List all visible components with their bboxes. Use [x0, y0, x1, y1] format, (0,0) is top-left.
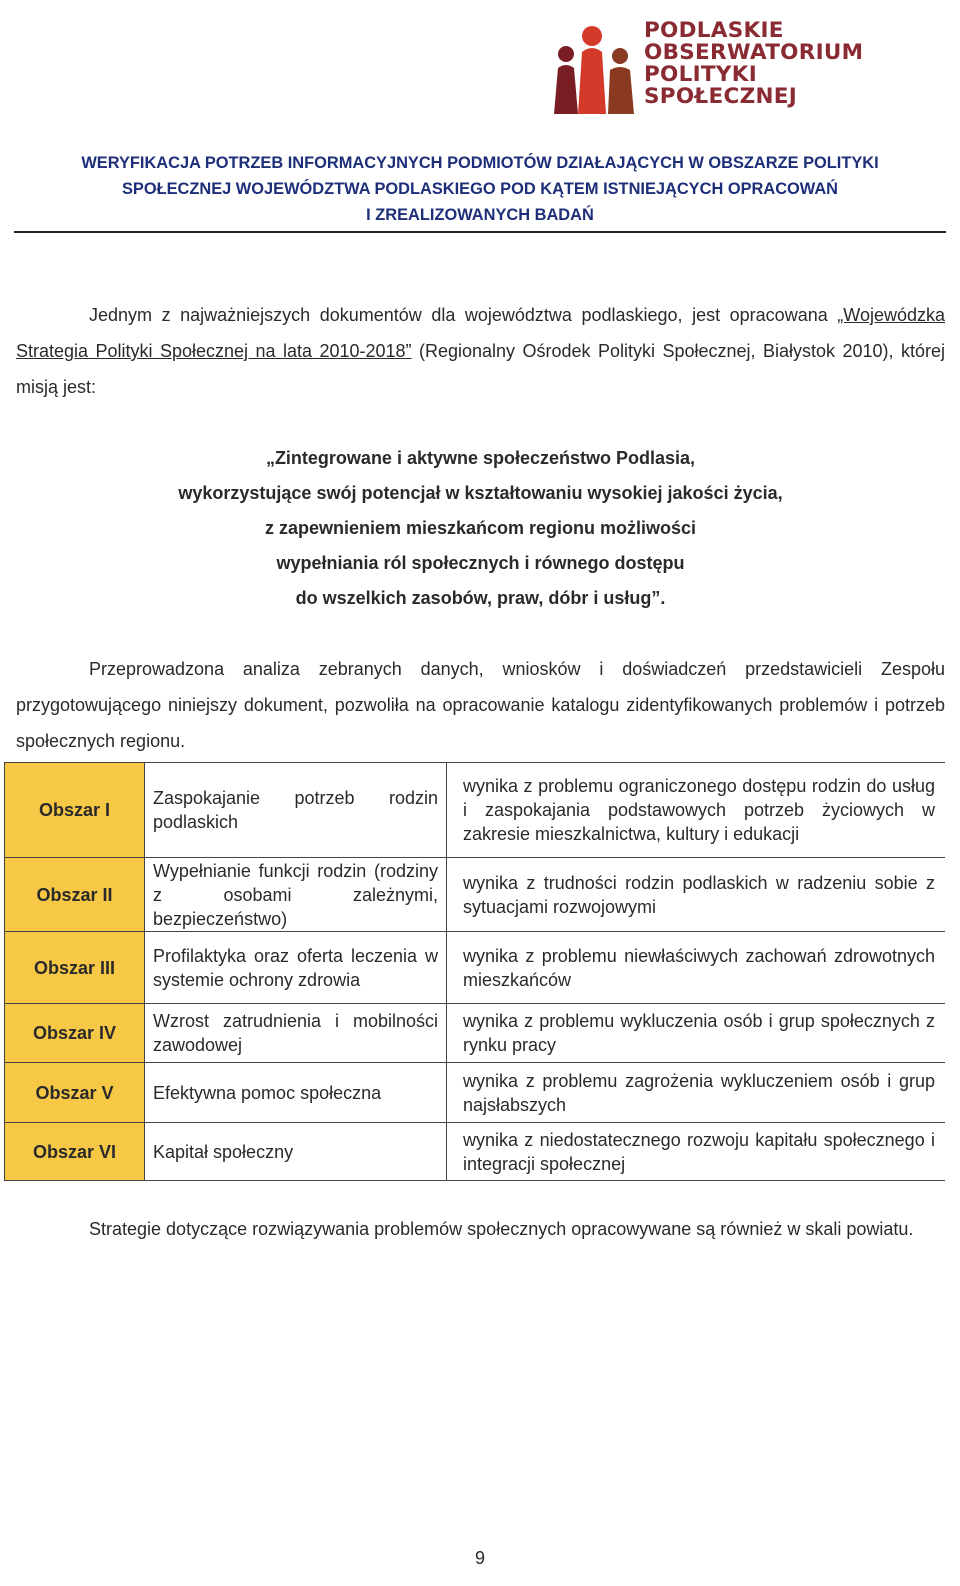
table-row [5, 763, 946, 858]
mission-line-2: wykorzystujące swój potencjał w kształtowaniu wysokiej jakości życia, [178, 483, 783, 503]
area-goal: Efektywna pomoc społeczna [145, 1063, 447, 1123]
area-reason: wynika z niedostatecznego rozwoju kapitału społecznego i integracji społecznej [447, 1123, 946, 1181]
mission-line-4: wypełniania ról społecznych i równego dostępu [276, 553, 685, 573]
area-reason: wynika z problemu ograniczonego dostępu rodzin do usług i zaspokajania podstawowych potrzeb życiowych w zakresie mieszkalnictwa, kultury i edukacji [447, 763, 946, 858]
area-goal: Zaspokajanie potrzeb rodzin podlaskich [145, 763, 447, 858]
area-reason: wynika z problemu zagrożenia wykluczeniem osób i grup najsłabszych [447, 1063, 946, 1123]
area-name: Obszar V [5, 1063, 145, 1123]
mission-line-3: z zapewnieniem mieszkańcom regionu możliwości [264, 518, 697, 538]
area-goal: Profilaktyka oraz oferta leczenia w systemie ochrony zdrowia [145, 932, 447, 1004]
table-row [5, 858, 946, 932]
analysis-paragraph: Przeprowadzona analiza zebranych danych, wniosków i doświadczeń przedstawicieli Zespołu przygotowującego niniejszy dokument, pozwoliła na opracowanie katalogu zidentyfikowanych problemów i potrzeb społecznych regionu. [16, 659, 945, 751]
area-name: Obszar III [5, 932, 145, 1004]
intro-text-after: (Regionalny Ośrodek Polityki Społecznej, Białystok 2010), której misją jest: [16, 341, 945, 397]
header-line-2: SPOŁECZNEJ WOJEWÓDZTWA PODLASKIEGO POD KĄTEM ISTNIEJĄCYCH OPRACOWAŃ [121, 180, 839, 198]
area-name: Obszar I [5, 763, 145, 858]
logo-line-2: OBSERWATORIUM [644, 40, 864, 65]
table-row [5, 932, 946, 1004]
intro-paragraph [16, 297, 945, 405]
area-name: Obszar VI [5, 1123, 145, 1181]
mission-quote [16, 441, 945, 616]
logo-line-4: SPOŁECZNEJ [644, 84, 798, 109]
mission-line-1: „Zintegrowane i aktywne społeczeństwo Podlasia, [265, 448, 696, 468]
strategy-title: „Wojewódzka Strategia Polityki Społecznej na lata 2010-2018” [16, 305, 945, 361]
header-line-1: WERYFIKACJA POTRZEB INFORMACYJNYCH PODMIOTÓW DZIAŁAJĄCYCH W OBSZARZE POLITYKI [81, 154, 879, 172]
area-reason: wynika z problemu niewłaściwych zachowań zdrowotnych mieszkańców [447, 932, 946, 1004]
area-name: Obszar II [5, 858, 145, 932]
logo-figures-icon [540, 14, 644, 118]
area-name: Obszar IV [5, 1004, 145, 1063]
intro-text-before: Jednym z najważniejszych dokumentów dla województwa podlaskiego, jest opracowana [89, 305, 838, 325]
page-number: 9 [474, 1548, 485, 1568]
area-reason: wynika z problemu wykluczenia osób i grup społecznych z rynku pracy [447, 1004, 946, 1063]
logo-line-3: POLITYKI [644, 62, 758, 87]
area-goal: Wypełnianie funkcji rodzin (rodziny z osobami zależnymi, bezpieczeństwo) [145, 858, 447, 932]
header-line-3: I ZREALIZOWANYCH BADAŃ [366, 206, 594, 224]
header-divider [14, 231, 946, 233]
area-goal: Kapitał społeczny [145, 1123, 447, 1181]
closing-paragraph: Strategie dotyczące rozwiązywania problemów społecznych opracowywane są również w skali powiatu. [89, 1219, 914, 1239]
mission-line-5: do wszelkich zasobów, praw, dóbr i usług”. [295, 588, 666, 608]
document-header [14, 150, 946, 228]
table-row [5, 1004, 946, 1063]
table-row [5, 1123, 946, 1181]
area-goal: Wzrost zatrudnienia i mobilności zawodowej [145, 1004, 447, 1063]
logo [540, 14, 940, 118]
areas-table [4, 762, 945, 1181]
area-reason: wynika z trudności rodzin podlaskich w radzeniu sobie z sytuacjami rozwojowymi [447, 858, 946, 932]
table-row [5, 1063, 946, 1123]
logo-line-1: PODLASKIE [644, 18, 784, 43]
